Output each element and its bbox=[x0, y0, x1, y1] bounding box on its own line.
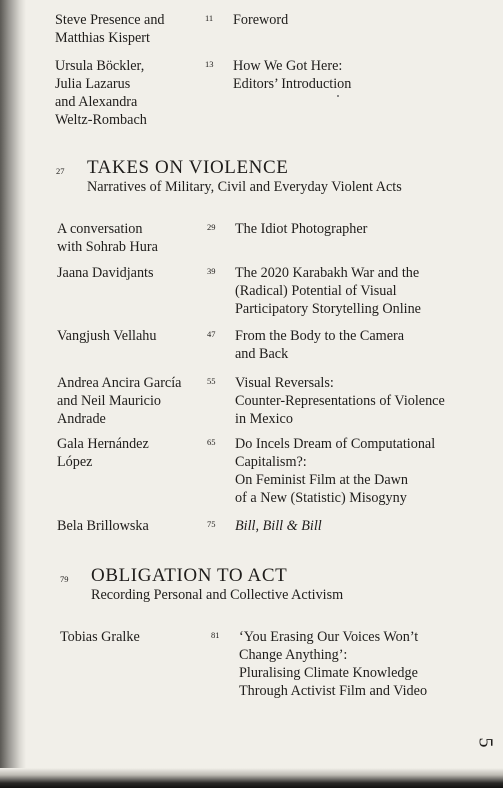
section-subtitle: Narratives of Military, Civil and Everyday Violent Acts bbox=[87, 179, 402, 195]
entry-author: Steve Presence and Matthias Kispert bbox=[55, 12, 165, 46]
entry-page-number: 29 bbox=[207, 222, 216, 232]
entry-title: The Idiot Photographer bbox=[235, 221, 368, 237]
section-page-number: 27 bbox=[56, 166, 65, 176]
section-page-number: 79 bbox=[60, 574, 69, 584]
entry-author: Jaana Davidjants bbox=[57, 265, 154, 281]
entry-author: Gala Hernández López bbox=[57, 436, 149, 470]
entry-page-number: 81 bbox=[211, 630, 220, 640]
entry-author: Ursula Böckler, Julia Lazarus and Alexandra Weltz-Rombach bbox=[55, 58, 147, 128]
entry-title: Foreword bbox=[233, 12, 289, 28]
entry-page-number: 39 bbox=[207, 266, 216, 276]
entry-title: How We Got Here: Editors’ Introduction bbox=[233, 58, 352, 92]
entry-page-number: 55 bbox=[207, 376, 216, 386]
entry-title: Visual Reversals: Counter-Representations of Violence in Mexico bbox=[235, 375, 445, 427]
section-subtitle: Recording Personal and Collective Activism bbox=[91, 587, 344, 603]
page-bottom-edge bbox=[0, 768, 503, 788]
entry-page-number: 11 bbox=[205, 13, 214, 23]
page-folio: 5 bbox=[474, 737, 497, 748]
speck bbox=[337, 95, 339, 97]
entry-author: Vangjush Vellahu bbox=[57, 328, 157, 344]
page-gutter-shadow bbox=[0, 0, 26, 788]
entry-author: Tobias Gralke bbox=[60, 629, 140, 645]
entry-author: Andrea Ancira García and Neil Mauricio Andrade bbox=[57, 375, 182, 427]
entry-title: From the Body to the Camera and Back bbox=[235, 328, 405, 362]
section-title: TAKES ON VIOLENCE bbox=[87, 157, 289, 178]
entry-page-number: 47 bbox=[207, 329, 216, 339]
entry-author: Bela Brillowska bbox=[57, 518, 149, 534]
entry-page-number: 13 bbox=[205, 59, 214, 69]
entry-author: A conversation with Sohrab Hura bbox=[57, 221, 158, 255]
entry-title: The 2020 Karabakh War and the (Radical) Potential of Visual Participatory Storytelling Online bbox=[235, 265, 421, 317]
section-title: OBLIGATION TO ACT bbox=[91, 565, 288, 586]
entry-page-number: 65 bbox=[207, 437, 216, 447]
entry-title: Do Incels Dream of Computational Capitalism?: On Feminist Film at the Dawn of a New (Statistic) Misogyny bbox=[235, 436, 436, 506]
entry-page-number: 75 bbox=[207, 519, 216, 529]
entry-title: ‘You Erasing Our Voices Won’t Change Anything’: Pluralising Climate Knowledge Through Activist Film and Video bbox=[239, 629, 428, 699]
entry-title: Bill, Bill & Bill bbox=[235, 518, 322, 534]
